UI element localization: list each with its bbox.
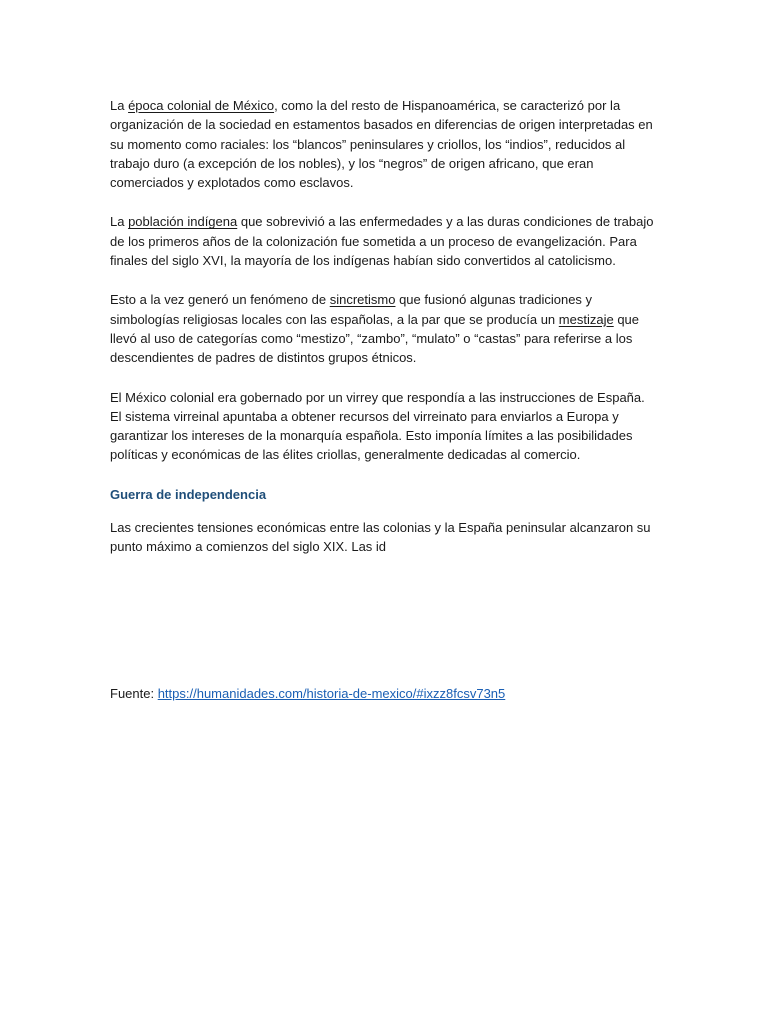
paragraph-independence: Las crecientes tensiones económicas entre las colonias y la España peninsular alcanzaron su punto máximo a comienzos del siglo XIX. Las id <box>110 519 651 555</box>
link-epoca-colonial[interactable]: época colonial de México <box>128 98 275 113</box>
paragraph-indigenous-population <box>110 212 655 270</box>
source-link[interactable]: https://humanidades.com/historia-de-mexico/#ixzz8fcsv73n5 <box>157 686 506 701</box>
source-line <box>110 684 505 703</box>
text-span: La <box>110 214 129 230</box>
text-span: La <box>110 98 129 113</box>
link-poblacion-indigena[interactable]: población indígena <box>128 214 238 230</box>
link-sincretismo[interactable]: sincretismo <box>329 292 396 308</box>
text-span: que sobrevivió a las enfermedades y a las duras condiciones de trabajo de los primeros años de la colonización fue sometida a un proceso de evangelización. Para finales del siglo XVI, la mayoría de los indígenas habían sido convertidos al catolicismo. <box>110 214 654 269</box>
paragraph-viceroyalty: El México colonial era gobernado por un virrey que respondía a las instrucciones de España. El sistema virreinal apuntaba a obtener recursos del virreinato para enviarlos a Europa y garantizar los intereses de la monarquía española. Esto imponía límites a las posibilidades políticas y económicas de las élites criollas, generalmente dedicadas al comercio. <box>110 389 645 463</box>
text-span: Esto a la vez generó un fenómeno de <box>110 292 330 308</box>
link-mestizaje[interactable]: mestizaje <box>558 311 614 327</box>
section-heading: Guerra de independencia <box>110 486 267 502</box>
text-span: que llevó al uso de categorías como “mestizo”, “zambo”, “mulato” o “castas” para referirse a los descendientes de padres de distintos grupos étnicos. <box>110 311 640 366</box>
paragraph-syncretism <box>110 290 655 367</box>
text-span: que fusionó algunas tradiciones y simbologías religiosas locales con las españolas, a la par que se producía un <box>110 292 593 327</box>
source-label: Fuente: <box>110 686 158 701</box>
document-body <box>110 96 655 576</box>
text-span: , como la del resto de Hispanoamérica, se caracterizó por la organización de la sociedad en estamentos basados en diferencias de origen interpretadas en su momento como raciales: los “blancos” peninsulares y criollos, los “indios”, reducidos al trabajo duro (a excepción de los nobles), y los “negros” de origen africano, que eran comerciados y explotados como esclavos. <box>110 98 653 191</box>
paragraph-colonial-era <box>110 96 655 192</box>
